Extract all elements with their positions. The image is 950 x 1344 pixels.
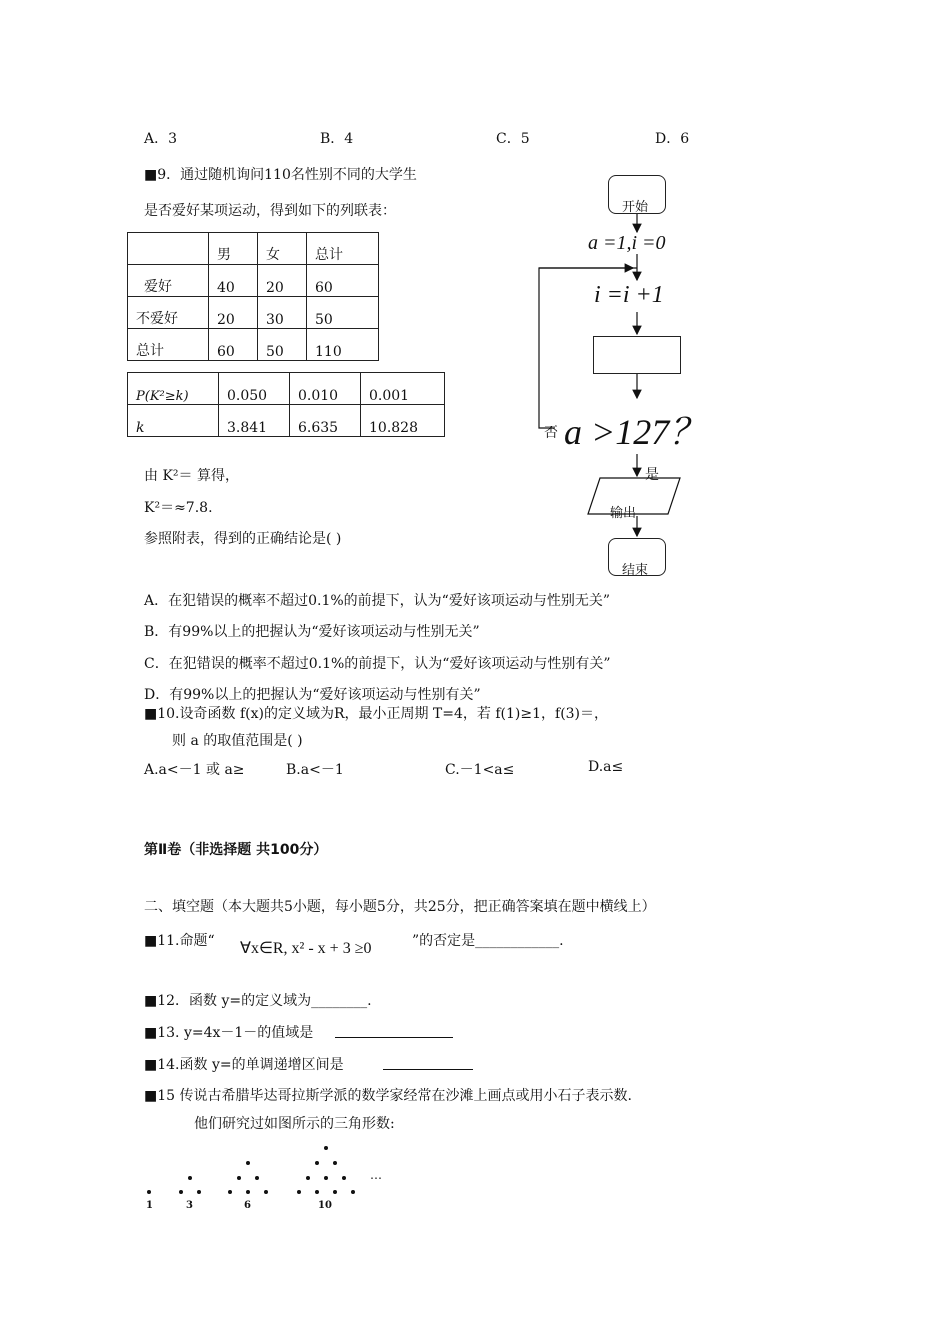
table-row: [128, 233, 379, 265]
q9-line1: ■9．通过随机询问110名性别不同的大学生: [144, 167, 417, 183]
table-cell: 20: [258, 265, 307, 297]
table-cell: 总计: [128, 329, 209, 361]
q9-option-d: D．有99%以上的把握认为“爱好该项运动与性别有关”: [144, 687, 481, 703]
table-cell: 女: [258, 233, 307, 265]
table-cell: 0.010: [290, 373, 361, 405]
dot: [306, 1176, 310, 1180]
q14-answer-line: [383, 1069, 473, 1070]
table-cell: k: [128, 405, 219, 437]
table-cell: 0.001: [361, 373, 445, 405]
dot: [297, 1190, 301, 1194]
table-cell: [128, 233, 209, 265]
table-cell: 40: [209, 265, 258, 297]
table-cell: 总计: [307, 233, 379, 265]
dot: [237, 1176, 241, 1180]
table-cell: 不爱好: [128, 297, 209, 329]
table-cell: 3.841: [219, 405, 290, 437]
q12: ■12．函数 y=的定义域为________.: [144, 993, 372, 1009]
ellipsis: …: [370, 1168, 382, 1182]
q11-suffix: ”的否定是____________.: [412, 933, 564, 949]
flowchart-end: [608, 538, 666, 576]
dot: [324, 1176, 328, 1180]
flowchart-output: 输出: [610, 506, 637, 521]
dot: [246, 1190, 250, 1194]
q13-answer-line: [335, 1037, 453, 1038]
section-title: 第Ⅱ卷（非选择题 共100分）: [144, 842, 328, 858]
contingency-table: [127, 232, 379, 361]
q8-option-d: D．6: [655, 131, 690, 147]
table-cell: 6.635: [290, 405, 361, 437]
q8-option-b: B．4: [320, 131, 354, 147]
dot: [333, 1190, 337, 1194]
q11-formula: ∀x∈R, x² - x + 3 ≥0: [240, 940, 372, 957]
critical-value-table: [127, 372, 445, 437]
q10-line2: 则 a 的取值范围是( ): [172, 733, 303, 749]
table-cell: 110: [307, 329, 379, 361]
flowchart-no-label: 否: [544, 425, 558, 441]
q10-option-b: B.a<－1: [286, 762, 344, 778]
flowchart-condition: a >127？: [564, 412, 706, 452]
table-row: [128, 265, 379, 297]
q9-line2: 是否爱好某项运动，得到如下的列联表：: [144, 203, 396, 219]
fill-in-header: 二、填空题（本大题共5小题，每小题5分，共25分，把正确答案填在题中横线上）: [144, 899, 656, 915]
dot: [228, 1190, 232, 1194]
flowchart-start-label: 开始: [622, 200, 649, 215]
q10-option-c: C.－1<a≤: [445, 762, 515, 778]
table-cell: P(K²≥k): [128, 373, 219, 405]
flowchart-end-label: 结束: [622, 563, 649, 578]
table-cell: 30: [258, 297, 307, 329]
table-row: [128, 373, 445, 405]
table-cell: 10.828: [361, 405, 445, 437]
dot: [197, 1190, 201, 1194]
q15-line1: ■15 传说古希腊毕达哥拉斯学派的数学家经常在沙滩上画点或用小石子表示数.: [144, 1088, 632, 1104]
q15-line2: 他们研究过如图所示的三角形数:: [194, 1116, 395, 1132]
table-row: [128, 329, 379, 361]
table-row: [128, 297, 379, 329]
q8-option-c: C．5: [496, 131, 530, 147]
table-cell: 20: [209, 297, 258, 329]
table-cell: 50: [258, 329, 307, 361]
flowchart-start: [608, 175, 666, 214]
dot: [351, 1190, 355, 1194]
dot: [179, 1190, 183, 1194]
q9-calc1: 由 K²＝ 算得，: [144, 468, 239, 484]
flowchart-init: a =1,i =0: [588, 232, 666, 254]
q9-option-c: C．在犯错误的概率不超过0.1%的前提下，认为“爱好该项运动与性别有关”: [144, 656, 611, 672]
q8-option-a: A．3: [144, 131, 178, 147]
flowchart-increment: i =i +1: [594, 282, 664, 308]
flowchart-yes-label: 是: [645, 467, 659, 483]
q10-option-d: D.a≤: [588, 759, 624, 775]
dot: [315, 1161, 319, 1165]
table-cell: 爱好: [128, 265, 209, 297]
dot: [264, 1190, 268, 1194]
table-row: [128, 405, 445, 437]
triangle-label: 6: [244, 1200, 251, 1211]
triangle-label: 10: [318, 1200, 332, 1211]
q10-line1: ■10.设奇函数 f(x)的定义域为R，最小正周期 T=4，若 f(1)≥1，f(3)＝，: [144, 706, 609, 722]
q9-calc2: K²＝≈7.8.: [144, 500, 213, 516]
dot: [342, 1176, 346, 1180]
table-cell: 60: [209, 329, 258, 361]
dot: [188, 1176, 192, 1180]
q9-question: 参照附表，得到的正确结论是( ): [144, 531, 342, 547]
dot: [246, 1161, 250, 1165]
triangle-label: 3: [186, 1200, 193, 1211]
q10-option-a: A.a<－1 或 a≥: [144, 762, 245, 778]
flowchart-process-box: [593, 336, 681, 374]
dot: [315, 1190, 319, 1194]
dot: [333, 1161, 337, 1165]
dot: [324, 1146, 328, 1150]
table-cell: 男: [209, 233, 258, 265]
dot: [147, 1190, 151, 1194]
q9-option-b: B．有99%以上的把握认为“爱好该项运动与性别无关”: [144, 624, 480, 640]
dot: [255, 1176, 259, 1180]
q14: ■14.函数 y=的单调递增区间是: [144, 1057, 344, 1073]
triangle-label: 1: [146, 1200, 153, 1211]
table-cell: 50: [307, 297, 379, 329]
q9-option-a: A．在犯错误的概率不超过0.1%的前提下，认为“爱好该项运动与性别无关”: [144, 593, 610, 609]
table-cell: 60: [307, 265, 379, 297]
q13: ■13. y=4x－1－的值域是: [144, 1025, 314, 1041]
table-cell: 0.050: [219, 373, 290, 405]
q11-prefix: ■11.命题“: [144, 933, 215, 949]
